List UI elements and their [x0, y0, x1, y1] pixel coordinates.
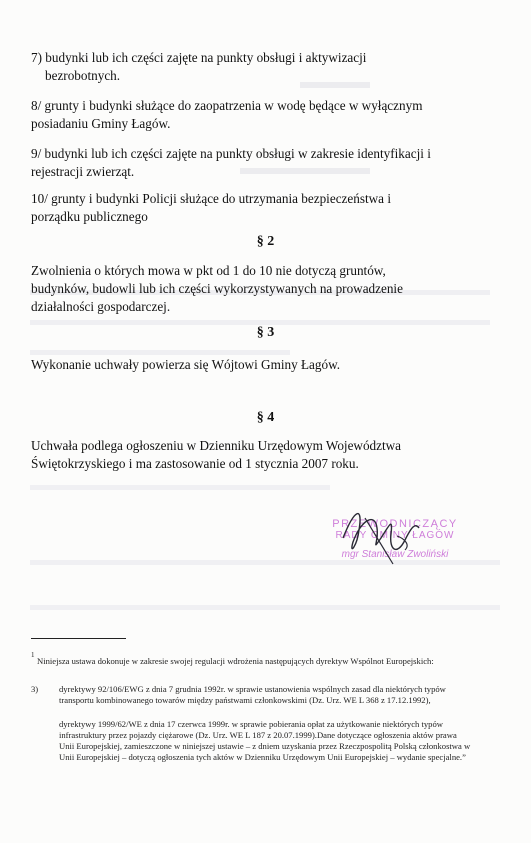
list-item-10 — [31, 190, 497, 226]
section-2-heading: § 2 — [256, 234, 275, 249]
stamp-name: mgr Stanisław Zwoliński — [341, 549, 449, 560]
handwritten-signature — [335, 498, 425, 568]
section-3-line1: Wykonanie uchwały powierza się Wójtowi Gminy Łagów. — [31, 357, 341, 372]
item-8-line2: posiadaniu Gminy Łagów. — [31, 116, 171, 131]
item-10-line1: 10/ grunty i budynki Policji służące do utrzymania bezpieczeństwa i — [31, 191, 391, 206]
footnote-item-3-line2: transportu kombinowanego towarów między państwami członkowskimi (Dz. Urz. WE L 368 z 17.12.1992), — [59, 695, 431, 705]
bleedthrough-decoration — [30, 605, 500, 610]
item-7-line2: bezrobotnych. — [45, 68, 121, 83]
item-8-line1: 8/ grunty i budynki służące do zaopatrzenia w wodę będące w wyłącznym — [31, 98, 423, 113]
stamp-council: RADY GMINY ŁAGÓW — [335, 530, 455, 541]
footnote-separator — [31, 638, 126, 639]
section-4-body — [31, 437, 497, 473]
list-item-8 — [31, 97, 497, 133]
section-3-body — [31, 356, 497, 374]
section-3-heading: § 3 — [256, 325, 275, 340]
section-2-line1: Zwolnienia o których mowa w pkt od 1 do 10 nie dotyczą gruntów, — [31, 263, 386, 278]
bleedthrough-decoration — [30, 350, 290, 355]
list-item-7 — [31, 49, 497, 85]
footnote-directive-line2: infrastruktury przez pojazdy ciężarowe (Dz. Urz. WE L 187 z 20.07.1999).Dane dotyczące ogłoszenia aktów prawa — [59, 730, 457, 740]
footnote-marker: 1 — [31, 651, 35, 659]
section-2-body — [31, 262, 497, 316]
footnote-directive-line4: Unii Europejskiej – dotyczą ogłoszenia tych aktów w Dzienniku Urzędowym Unii Europejskiej – wydanie specjalne.” — [59, 752, 466, 762]
footnote-directive-line3: Unii Europejskiej, zamieszczone w niniejszej ustawie – z dniem uzyskania przez Rzeczpospolitą Polską członkostwa w — [59, 741, 471, 751]
footnote-directive-line1: dyrektywy 1999/62/WE z dnia 17 czerwca 1999r. w sprawie pobierania opłat za użytkowanie niektórych typów — [59, 719, 443, 729]
section-4-line1: Uchwała podlega ogłoszeniu w Dzienniku Urzędowym Województwa — [31, 438, 402, 453]
section-2-line3: działalności gospodarczej. — [31, 299, 171, 314]
item-9-line2: rejestracji zwierząt. — [31, 164, 135, 179]
stamp-title: PRZEWODNICZĄCY — [332, 518, 458, 530]
footnote-item-3-number: 3) — [31, 684, 39, 694]
section-2-line2: budynków, budowli lub ich części wykorzystywanych na prowadzenie — [31, 281, 403, 296]
list-item-9 — [31, 145, 497, 181]
item-7-line1: 7) budynki lub ich części zajęte na punkty obsługi i aktywizacji — [31, 50, 367, 65]
item-9-line1: 9/ budynki lub ich części zajęte na punkty obsługi w zakresie identyfikacji i — [31, 146, 431, 161]
footnote-item-3-line1: dyrektywy 92/106/EWG z dnia 7 grudnia 1992r. w sprawie ustanowienia wspólnych zasad dla niektórych typów — [59, 684, 446, 694]
bleedthrough-decoration — [30, 560, 500, 565]
section-4-line2: Świętokrzyskiego i ma zastosowanie od 1 stycznia 2007 roku. — [31, 456, 359, 471]
item-10-line2: porządku publicznego — [31, 209, 148, 224]
section-4-heading: § 4 — [256, 410, 275, 425]
footnote-intro: Niniejsza ustawa dokonuje w zakresie swojej regulacji wdrożenia następujących dyrektyw Wspólnot Europejskich: — [37, 656, 434, 666]
bleedthrough-decoration — [30, 485, 330, 490]
